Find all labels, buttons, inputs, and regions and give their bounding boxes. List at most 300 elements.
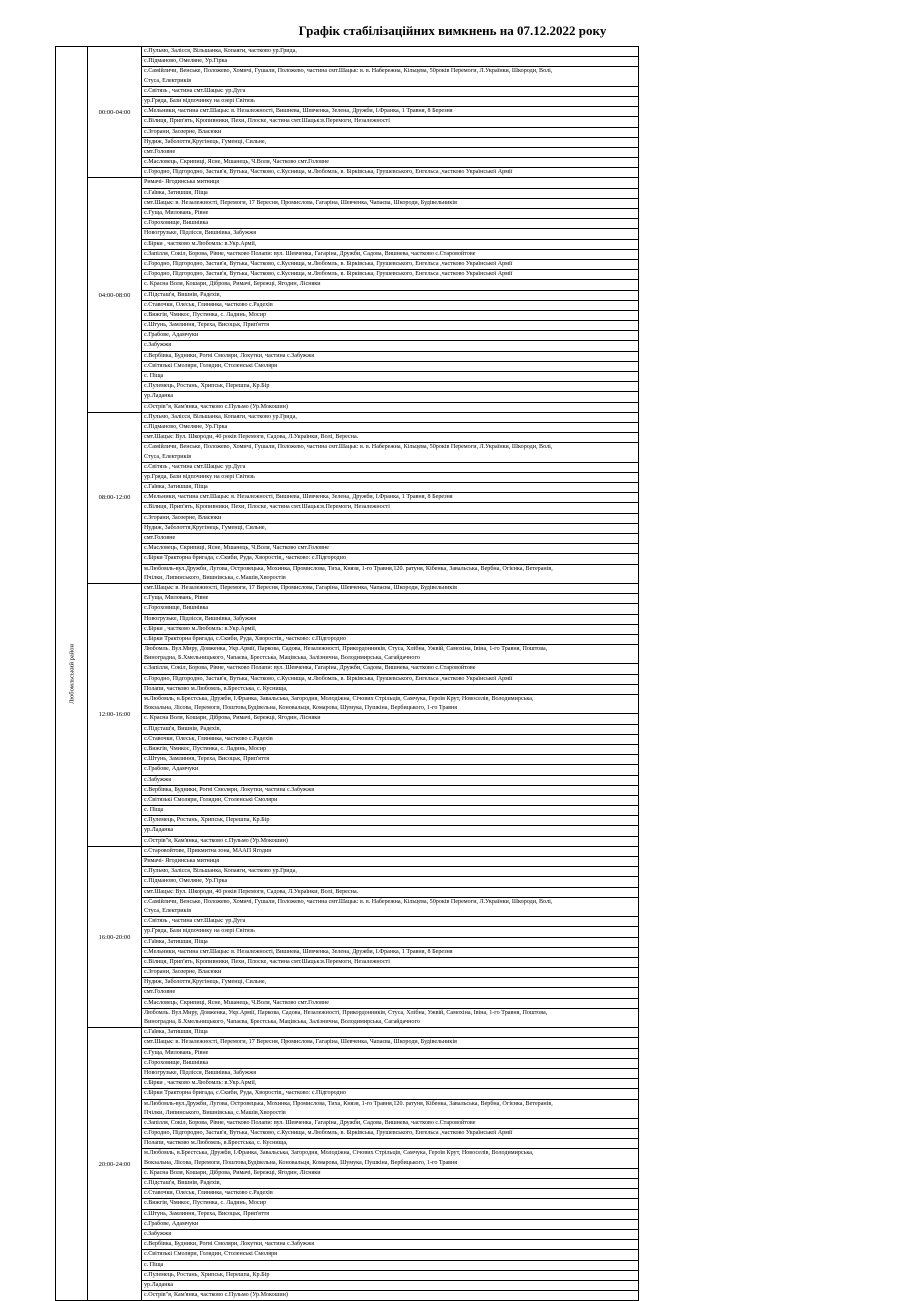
locality-line: с.Вілиця, Прип'ять, Кропивники, Пехи, Плоске, частина смт.Шацьк:в.Перемоги, Незалежності <box>144 504 390 511</box>
locality-line: с.Забужжя <box>144 342 172 349</box>
time-slot-cell: 00:00-04:00 <box>88 47 142 178</box>
schedule-row <box>56 534 639 544</box>
schedule-row <box>56 724 639 734</box>
schedule-row <box>56 714 639 724</box>
locality-line: Виноградна, Б.Хмельницького, Чапаєва, Брестська, Мацівська, Залізнична, Володимирська, Сагайдачного <box>144 1019 420 1025</box>
locality-line: с.Гуща, Миловань, Рівне <box>144 1049 209 1056</box>
locality-line: Виноградна, Б.Хмельницького, Чапаєва, Брестська, Мацівська, Залізнична, Володимирська, Сагайдачного <box>144 655 420 662</box>
locality-line: с.Грабове, Адамчуки <box>144 332 199 339</box>
schedule-row <box>56 604 639 614</box>
locality-cell <box>142 816 639 826</box>
locality-cell <box>142 1139 639 1149</box>
locality-line: с.Підманово, Омеляне, Ур.Гірка <box>144 878 228 885</box>
locality-cell <box>142 624 639 634</box>
locality-cell <box>142 1129 639 1139</box>
schedule-row <box>56 1291 639 1301</box>
time-slot-cell: 12:00-16:00 <box>88 583 142 846</box>
schedule-row <box>56 67 639 86</box>
schedule-row <box>56 178 639 188</box>
schedule-row <box>56 259 639 269</box>
schedule-row <box>56 361 639 371</box>
locality-line: Полапи, частково м.Любомль, в.Брестська, с. Куснища, <box>144 1140 288 1147</box>
schedule-row <box>56 927 639 937</box>
locality-cell <box>142 1038 639 1048</box>
locality-line: с.Гаївка, Затишшя, Піща <box>144 484 208 491</box>
schedule-row <box>56 867 639 877</box>
schedule-row <box>56 321 639 331</box>
locality-cell <box>142 564 639 583</box>
locality-cell <box>142 341 639 351</box>
locality-cell <box>142 321 639 331</box>
schedule-row <box>56 168 639 178</box>
locality-line: с.Вижгів, Чмикос, Пустинка, с. Ладинь, Мосир <box>144 1200 267 1207</box>
schedule-row <box>56 503 639 513</box>
locality-cell <box>142 1199 639 1209</box>
locality-line: смт.Шацьк: в. Незалежності, Перемоги, 17 Вересня, Промислова, Гагаріна, Шевченка, Чапаєва, Шкороди, Будівельників <box>144 1039 457 1046</box>
locality-cell <box>142 158 639 168</box>
locality-line: с.Бірки Тракторна бригада, с.Скиби, Руда, Хворостів,, частково: с.Підгородно <box>144 555 346 562</box>
locality-cell <box>142 47 639 57</box>
locality-cell <box>142 664 639 674</box>
schedule-row <box>56 594 639 604</box>
schedule-row <box>56 1038 639 1048</box>
locality-line: ур.Ладанка <box>144 827 174 834</box>
schedule-row <box>56 1058 639 1068</box>
locality-line: с.Світязь , частина смт.Шацьк: ур.Дуга <box>144 918 246 925</box>
schedule-row <box>56 1270 639 1280</box>
locality-cell <box>142 826 639 836</box>
schedule-row <box>56 554 639 564</box>
locality-cell <box>142 988 639 998</box>
locality-cell <box>142 534 639 544</box>
locality-line: с.Вербівка, Будники, Рогві Смоляри, Локутки, частина с.Забужжя <box>144 1241 315 1248</box>
locality-line: смт.Головне <box>144 535 176 541</box>
locality-cell <box>142 1250 639 1260</box>
locality-line: с.Бірки , частково м.Любомль: в.Укр.Армії, <box>144 240 257 247</box>
locality-cell <box>142 1089 639 1099</box>
schedule-row <box>56 1179 639 1189</box>
locality-cell <box>142 1118 639 1128</box>
schedule-row <box>56 806 639 816</box>
schedule-row <box>56 198 639 208</box>
locality-cell <box>142 117 639 127</box>
locality-cell <box>142 674 639 684</box>
locality-line: с.Масловець, Скрипиці, Ясне, Мшанець, Ч.Воля, Частково смт.Головне <box>144 545 329 552</box>
locality-line: Римачі- Ягодинська митниця <box>144 179 220 186</box>
locality-cell <box>142 897 639 916</box>
locality-line: м.Любомль, в.Брестська, Дружби, І.Франка, Завальська, Загородня, Молодіжна, Січових Стрільців, Самчука, Героїв Крут, Новоселів, Володимирська, <box>144 1150 534 1157</box>
locality-line: с.Підманово, Омеляне, Ур.Гірка <box>144 423 228 430</box>
locality-cell <box>142 645 639 664</box>
locality-cell <box>142 877 639 887</box>
locality-cell <box>142 947 639 957</box>
locality-cell <box>142 443 639 462</box>
schedule-row <box>56 684 639 694</box>
locality-line: с.Городно, Підгородно, Застав'я, Вутька, Частково, с.Куснища, м.Любомль, в. Бірківська, Грушевського, Енгельса ,частково Української Армії <box>144 271 513 278</box>
locality-cell <box>142 290 639 300</box>
locality-line: Новогрузьке, Підлісся, Вишнівка, Забужжя <box>144 615 257 622</box>
locality-line: Вокзальна, Лісова, Перемоги, Поштова,Будівельна, Коновальця, Комарова, Шумука, Пушкіна, Вербицького, 1-го Травня <box>144 705 458 712</box>
locality-cell <box>142 127 639 137</box>
region-cell <box>56 47 88 1301</box>
schedule-row <box>56 614 639 624</box>
locality-cell <box>142 554 639 564</box>
locality-line: с.Вілиця, Прип'ять, Кропивники, Пехи, Плоске, частина смт.Шацьк:в.Перемоги, Незалежності <box>144 958 390 965</box>
locality-line: смт.Шацьк: в. Незалежності, Перемоги, 17 Вересня, Промислова, Гагаріна, Шевченка, Чапаєва, Шкороди, Будівельників <box>144 199 457 206</box>
schedule-row <box>56 280 639 290</box>
schedule-row <box>56 836 639 846</box>
locality-line: с.Пулемець, Ростань, Хрипськ, Перешпа, Кр.Бір <box>144 383 270 390</box>
locality-line: смт.Шацьк: Вул. Шкороди, 40 років Перемоги, Садова, Л.Українки, Волі, Вересна. <box>144 434 359 441</box>
locality-cell <box>142 270 639 280</box>
locality-line: с. Красна Воля, Кошари, Діброва, Римачі, Бережці, Ягодин, Лісняки <box>144 1169 321 1176</box>
locality-cell <box>142 968 639 978</box>
locality-cell <box>142 583 639 593</box>
document-title: Графік стабілізаційних вимкнень на 07.12.2022 року <box>298 23 607 38</box>
locality-cell <box>142 219 639 229</box>
locality-cell <box>142 806 639 816</box>
schedule-row <box>56 1219 639 1229</box>
time-slot-cell: 04:00-08:00 <box>88 178 142 412</box>
schedule-row <box>56 290 639 300</box>
schedule-row <box>56 988 639 998</box>
schedule-row <box>56 117 639 127</box>
locality-cell <box>142 1179 639 1189</box>
schedule-row <box>56 1149 639 1168</box>
locality-cell <box>142 1048 639 1058</box>
locality-cell <box>142 917 639 927</box>
locality-line: с.Бірки , частково м.Любомль: в.Укр.Армії, <box>144 1080 257 1087</box>
locality-line: с.Штунь, Замлиння, Тереха, Висоцьк, Прип'яття <box>144 756 270 763</box>
schedule-row <box>56 1099 639 1118</box>
locality-line: Вокзальна, Лісова, Перемоги, Поштова,Будівельна, Коновальця, Комарова, Шумука, Пушкіна, Вербицького, 1-го Травня <box>144 1159 458 1166</box>
locality-line: с.Мельники, частина смт.Шацьк: в. Незалежності, Вишнева, Шевченка, Зелена, Дружби, І.Франка, 1 Травня, 8 Березня <box>144 494 453 501</box>
locality-cell <box>142 361 639 371</box>
locality-line: с.Пульмо, Залісся, Вільшанка, Копаяги, частково ур.Грида, <box>144 48 297 54</box>
locality-line: с.Ставочки, Олеськ, Глинянка, частково с.Радехів <box>144 735 273 742</box>
schedule-row <box>56 564 639 583</box>
locality-line: Нудиж, Заболоття,Кругінець, Гуменці, Сильне, <box>144 979 267 986</box>
schedule-row <box>56 443 639 462</box>
locality-cell <box>142 724 639 734</box>
locality-cell <box>142 1270 639 1280</box>
schedule-row <box>56 249 639 259</box>
locality-line: смт.Головне <box>144 148 176 155</box>
locality-cell <box>142 513 639 523</box>
schedule-row <box>56 544 639 554</box>
locality-line: с.Вижгів, Чмикос, Пустинка, с. Ладинь, Мосир <box>144 745 267 752</box>
schedule-row <box>56 1240 639 1250</box>
locality-line: с.Городно, Підгородно, Застав'я, Вутька, Частково, с.Куснища, м.Любомль, в. Бірківська, Грушевського, Енгельса ,частково Української Армії <box>144 169 513 176</box>
locality-cell <box>142 684 639 694</box>
schedule-row <box>56 462 639 472</box>
locality-line: м.Любомль, в.Брестська, Дружби, І.Франка, Завальська, Загородня, Молодіжна, Січових Стрільців, Самчука, Героїв Крут, Новоселів, Володимирська, <box>144 696 534 702</box>
locality-cell <box>142 198 639 208</box>
locality-line: с.Городно, Підгородно, Застав'я, Вутька, Частково, с.Куснища, м.Любомль, в. Бірківська, Грушевського, Енгельса ,частково Української Армії <box>144 1130 513 1137</box>
schedule-row <box>56 937 639 947</box>
locality-line: м.Любомль-вул.Дружби, Лугова, Островецька, Мохинка, Промислова, Тиха, Князя, 1-го Травня,120. ратуня, Кібенка, Завальська, Вербна, Огієнка, Ветеранів, <box>144 1100 553 1107</box>
locality-line: с. Піща <box>144 807 164 814</box>
schedule-row <box>56 270 639 280</box>
locality-line: с.Вілиця, Прип'ять, Кропивники, Пехи, Плоске, частина смт.Шацьк:в.Перемоги, Незалежності <box>144 118 390 125</box>
locality-line: с.Світязькі Смоляри, Голядин, Столенські Смоляри <box>144 362 278 369</box>
locality-cell <box>142 402 639 412</box>
locality-cell <box>142 188 639 198</box>
schedule-row <box>56 957 639 967</box>
locality-cell <box>142 1058 639 1068</box>
schedule-row <box>56 1048 639 1058</box>
locality-cell <box>142 937 639 947</box>
locality-cell <box>142 744 639 754</box>
locality-line: ур.Гряда, Бази відпочинку на озері Світязь <box>144 928 255 935</box>
schedule-row <box>56 1260 639 1270</box>
locality-cell <box>142 57 639 67</box>
locality-line: с.Гороховище, Вишнівка <box>144 605 209 612</box>
locality-line: с.Самійличи, Венське, Положево, Хомичі, Гушали, Положево, частина смт.Шацьк: в. в. Набережна, Кільцева, 50років Перемоги, Л.Українки, Шкороди, Волі, <box>144 444 553 451</box>
locality-line: с.Гуща, Миловань, Рівне <box>144 595 209 602</box>
locality-cell <box>142 259 639 269</box>
locality-line: с.Штунь, Замлиння, Тереха, Висоцьк, Прип'яття <box>144 322 270 329</box>
schedule-row <box>56 219 639 229</box>
locality-cell <box>142 67 639 86</box>
schedule-row <box>56 341 639 351</box>
locality-line: с.Ставочки, Олеськ, Глинянка, частково с.Радехів <box>144 301 273 308</box>
locality-line: с.Підманово, Омеляне, Ур.Гірка <box>144 58 228 65</box>
locality-line: с.Пульмо, Залісся, Вільшанка, Копаяги, частково ур.Грида, <box>144 868 297 875</box>
schedule-row <box>56 734 639 744</box>
locality-line: с. Піща <box>144 373 164 379</box>
schedule-row <box>56 887 639 897</box>
locality-cell <box>142 310 639 320</box>
schedule-row <box>56 1229 639 1239</box>
locality-line: Новогрузьке, Підлісся, Вишнівка, Забужжя <box>144 230 257 237</box>
schedule-row <box>56 188 639 198</box>
locality-line: с.Острів"я, Кам'янка, частково с.Пульмо (Ур.Мокошин) <box>144 403 288 410</box>
locality-cell <box>142 1168 639 1178</box>
locality-line: с.Світязькі Смоляри, Голядин, Столенські Смоляри <box>144 796 278 803</box>
schedule-row <box>56 695 639 714</box>
locality-cell <box>142 998 639 1008</box>
locality-cell <box>142 472 639 482</box>
locality-line: с.Ставочки, Олеськ, Глинянка, частково с.Радехів <box>144 1190 273 1197</box>
locality-cell <box>142 300 639 310</box>
time-slot-cell: 20:00-24:00 <box>88 1028 142 1301</box>
schedule-row <box>56 127 639 137</box>
locality-cell <box>142 280 639 290</box>
locality-line: с.Острів"я, Кам'янка, частково с.Пульмо (Ур.Мокошин) <box>144 837 288 844</box>
schedule-table <box>55 46 639 1301</box>
locality-cell <box>142 795 639 805</box>
locality-line: Пчілки, Липинського, Вишнівська, с.Машів,Хворостів <box>144 574 286 581</box>
locality-line: с.Запілля, Сокіл, Борова, Рівне, частково Полапи: вул. Шевченка, Гагаріна, Дружби, Садова, Вишнева, частково с.Старовойтове <box>144 250 476 257</box>
locality-line: с.Пулемець, Ростань, Хрипськ, Перешпа, Кр.Бір <box>144 1271 270 1278</box>
schedule-row <box>56 1129 639 1139</box>
schedule-row <box>56 107 639 117</box>
schedule-row <box>56 583 639 593</box>
locality-line: с.Масловець, Скрипиці, Ясне, Мшанець, Ч.Воля, Частково смт.Головне <box>144 999 329 1006</box>
schedule-row <box>56 331 639 341</box>
locality-cell <box>142 714 639 724</box>
schedule-row <box>56 392 639 402</box>
locality-line: с.Мельники, частина смт.Шацьк: в. Незалежності, Вишнева, Шевченка, Зелена, Дружби, І.Франка, 1 Травня, 8 Березня <box>144 948 453 955</box>
schedule-row <box>56 1008 639 1027</box>
locality-cell <box>142 239 639 249</box>
schedule-row <box>56 1250 639 1260</box>
schedule-row <box>56 765 639 775</box>
schedule-row <box>56 433 639 443</box>
locality-line: Римачі- Ягодинська митниця <box>144 858 220 864</box>
locality-cell <box>142 1291 639 1301</box>
locality-line: с.Бірки Тракторна бригада, с.Скиби, Руда, Хворостів,, частково: с.Підгородно <box>144 1090 346 1097</box>
locality-line: смт.Головне <box>144 989 176 996</box>
locality-cell <box>142 594 639 604</box>
locality-line: с.Запілля, Сокіл, Борова, Рівне, частково Полапи: вул. Шевченка, Гагаріна, Дружби, Садова, Вишнева, частково с.Старовойтове <box>144 1119 476 1126</box>
locality-line: с.Гороховище, Вишнівка <box>144 220 209 227</box>
locality-cell <box>142 382 639 392</box>
locality-line: с.Згорани, Заозерне, Власюки <box>144 514 222 521</box>
schedule-row <box>56 382 639 392</box>
locality-cell <box>142 147 639 157</box>
locality-cell <box>142 433 639 443</box>
schedule-row <box>56 137 639 147</box>
locality-line: с. Красна Воля, Кошари, Діброва, Римачі, Бережці, Ягодин, Лісняки <box>144 715 321 722</box>
schedule-row <box>56 1199 639 1209</box>
time-slot-cell: 16:00-20:00 <box>88 846 142 1027</box>
locality-cell <box>142 1209 639 1219</box>
schedule-row <box>56 775 639 785</box>
schedule-row <box>56 1028 639 1038</box>
locality-line: с.Пулемець, Ростань, Хрипськ, Перешпа, Кр.Бір <box>144 817 270 824</box>
locality-line: с.Городно, Підгородно, Застав'я, Вутька, Частково, с.Куснища, м.Любомль, в. Бірківська, Грушевського, Енгельса ,частково Української Армії <box>144 260 513 267</box>
locality-cell <box>142 927 639 937</box>
locality-line: Пчілки, Липинського, Вишнівська, с.Машів,Хворостів <box>144 1109 286 1116</box>
schedule-row <box>56 968 639 978</box>
locality-line: с.Згорани, Заозерне, Власюки <box>144 128 222 135</box>
locality-cell <box>142 1189 639 1199</box>
locality-line: Стуса, Електриків <box>144 453 192 460</box>
locality-cell <box>142 462 639 472</box>
schedule-row <box>56 978 639 988</box>
locality-cell <box>142 1028 639 1038</box>
locality-cell <box>142 483 639 493</box>
locality-line: с.Грабове, Адамчуки <box>144 1220 199 1227</box>
schedule-row <box>56 372 639 382</box>
schedule-row <box>56 1209 639 1219</box>
locality-cell <box>142 168 639 178</box>
schedule-row <box>56 1189 639 1199</box>
locality-line: смт.Шацьк: в. Незалежності, Перемоги, 17 Вересня, Промислова, Гагаріна, Шевченка, Чапаєва, Шкороди, Будівельників <box>144 584 457 591</box>
locality-cell <box>142 1149 639 1168</box>
schedule-row <box>56 513 639 523</box>
schedule-row <box>56 351 639 361</box>
schedule-row <box>56 472 639 482</box>
locality-line: Стуса, Електриків <box>144 907 192 914</box>
locality-line: с.Забужжя <box>144 1230 172 1237</box>
locality-cell <box>142 372 639 382</box>
schedule-row <box>56 209 639 219</box>
locality-cell <box>142 503 639 513</box>
locality-line: с. Красна Воля, Кошари, Діброва, Римачі, Бережці, Ягодин, Лісняки <box>144 281 321 288</box>
schedule-row <box>56 422 639 432</box>
locality-cell <box>142 857 639 867</box>
locality-line: с.Гуща, Миловань, Рівне <box>144 210 209 216</box>
locality-cell <box>142 1079 639 1089</box>
locality-cell <box>142 695 639 714</box>
locality-cell <box>142 957 639 967</box>
locality-cell <box>142 137 639 147</box>
locality-line: с.Вижгів, Чмикос, Пустинка, с. Ладинь, Мосир <box>144 311 267 318</box>
locality-line: с.Бірки , частково м.Любомль: в.Укр.Армії, <box>144 625 257 632</box>
schedule-row <box>56 147 639 157</box>
locality-line: с.Забужжя <box>144 776 172 783</box>
locality-cell <box>142 229 639 239</box>
locality-cell <box>142 209 639 219</box>
schedule-row <box>56 816 639 826</box>
locality-cell <box>142 178 639 188</box>
time-slot-cell: 08:00-12:00 <box>88 412 142 583</box>
locality-cell <box>142 836 639 846</box>
locality-cell <box>142 249 639 259</box>
schedule-row <box>56 1089 639 1099</box>
schedule-row <box>56 785 639 795</box>
locality-line: с.Світязь , частина смт.Шацьк: ур.Дуга <box>144 463 246 470</box>
locality-line: Нудиж, Заболоття,Кругінець, Гуменці, Сильне, <box>144 138 267 145</box>
locality-cell <box>142 523 639 533</box>
schedule-row <box>56 96 639 106</box>
locality-line: с.Згорани, Заозерне, Власюки <box>144 969 222 976</box>
locality-cell <box>142 86 639 96</box>
locality-cell <box>142 734 639 744</box>
locality-cell <box>142 1229 639 1239</box>
locality-line: Любомль. Вул.Миру, Довженка, Укр.Армії, Паркова, Садова, Незалежності, Прикордонників, Стуса, Хлібна, Ужвій, Самохіна, Івіна, 1-го Травня, Поштова, <box>144 1009 548 1016</box>
locality-cell <box>142 392 639 402</box>
schedule-row <box>56 1079 639 1089</box>
schedule-row <box>56 897 639 916</box>
locality-line: Любомль. Вул.Миру, Довженка, Укр.Армії, Паркова, Садова, Незалежності, Прикордонників, Стуса, Хлібна, Ужвій, Самохіна, Івіна, 1-го Травня, Поштова, <box>144 646 548 653</box>
schedule-row <box>56 229 639 239</box>
locality-cell <box>142 1008 639 1027</box>
schedule-row <box>56 1168 639 1178</box>
locality-line: с.Гаївка, Затишшя, Піща <box>144 1029 208 1036</box>
locality-line: Нудиж, Заболоття,Кругінець, Гуменці, Сильне, <box>144 524 267 531</box>
locality-cell <box>142 785 639 795</box>
locality-line: ур.Гряда, Бази відпочинку на озері Світязь <box>144 97 255 104</box>
locality-cell <box>142 544 639 554</box>
locality-cell <box>142 634 639 644</box>
schedule-row <box>56 1118 639 1128</box>
locality-line: с.Вербівка, Будники, Рогві Смоляри, Локутки, частина с.Забужжя <box>144 786 315 793</box>
locality-line: с.Городно, Підгородно, Застав'я, Вутька, Частково, с.Куснища, м.Любомль, в. Бірківська, Грушевського, Енгельса ,частково Української Армії <box>144 675 513 682</box>
schedule-row <box>56 1068 639 1078</box>
locality-cell <box>142 775 639 785</box>
locality-cell <box>142 887 639 897</box>
locality-line: с.Запілля, Сокіл, Борова, Рівне, частково Полапи: вул. Шевченка, Гагаріна, Дружби, Садова, Вишнева, частково с.Старовойтове <box>144 665 476 672</box>
locality-line: Стуса, Електриків <box>144 77 192 84</box>
locality-cell <box>142 765 639 775</box>
schedule-row <box>56 674 639 684</box>
locality-cell <box>142 1260 639 1270</box>
locality-line: с.Самійличи, Венське, Положево, Хомичі, Гушали, Положево, частина смт.Шацьк: в. в. Набережна, Кільцева, 50років Перемоги, Л.Українки, Шкороди, Волі, <box>144 68 553 75</box>
schedule-row <box>56 483 639 493</box>
schedule-row <box>56 523 639 533</box>
schedule-row <box>56 877 639 887</box>
schedule-row <box>56 624 639 634</box>
locality-line: с.Масловець, Скрипиці, Ясне, Мшанець, Ч.Воля, Частково смт.Головне <box>144 159 329 166</box>
schedule-row <box>56 86 639 96</box>
locality-line: с.Підсташ'я, Вишнів, Радехів, <box>144 725 222 732</box>
locality-line: с.Гороховище, Вишнівка <box>144 1059 209 1066</box>
locality-line: с.Бірки Тракторна бригада, с.Скиби, Руда, Хворостів,, частково: с.Підгородно <box>144 635 346 642</box>
